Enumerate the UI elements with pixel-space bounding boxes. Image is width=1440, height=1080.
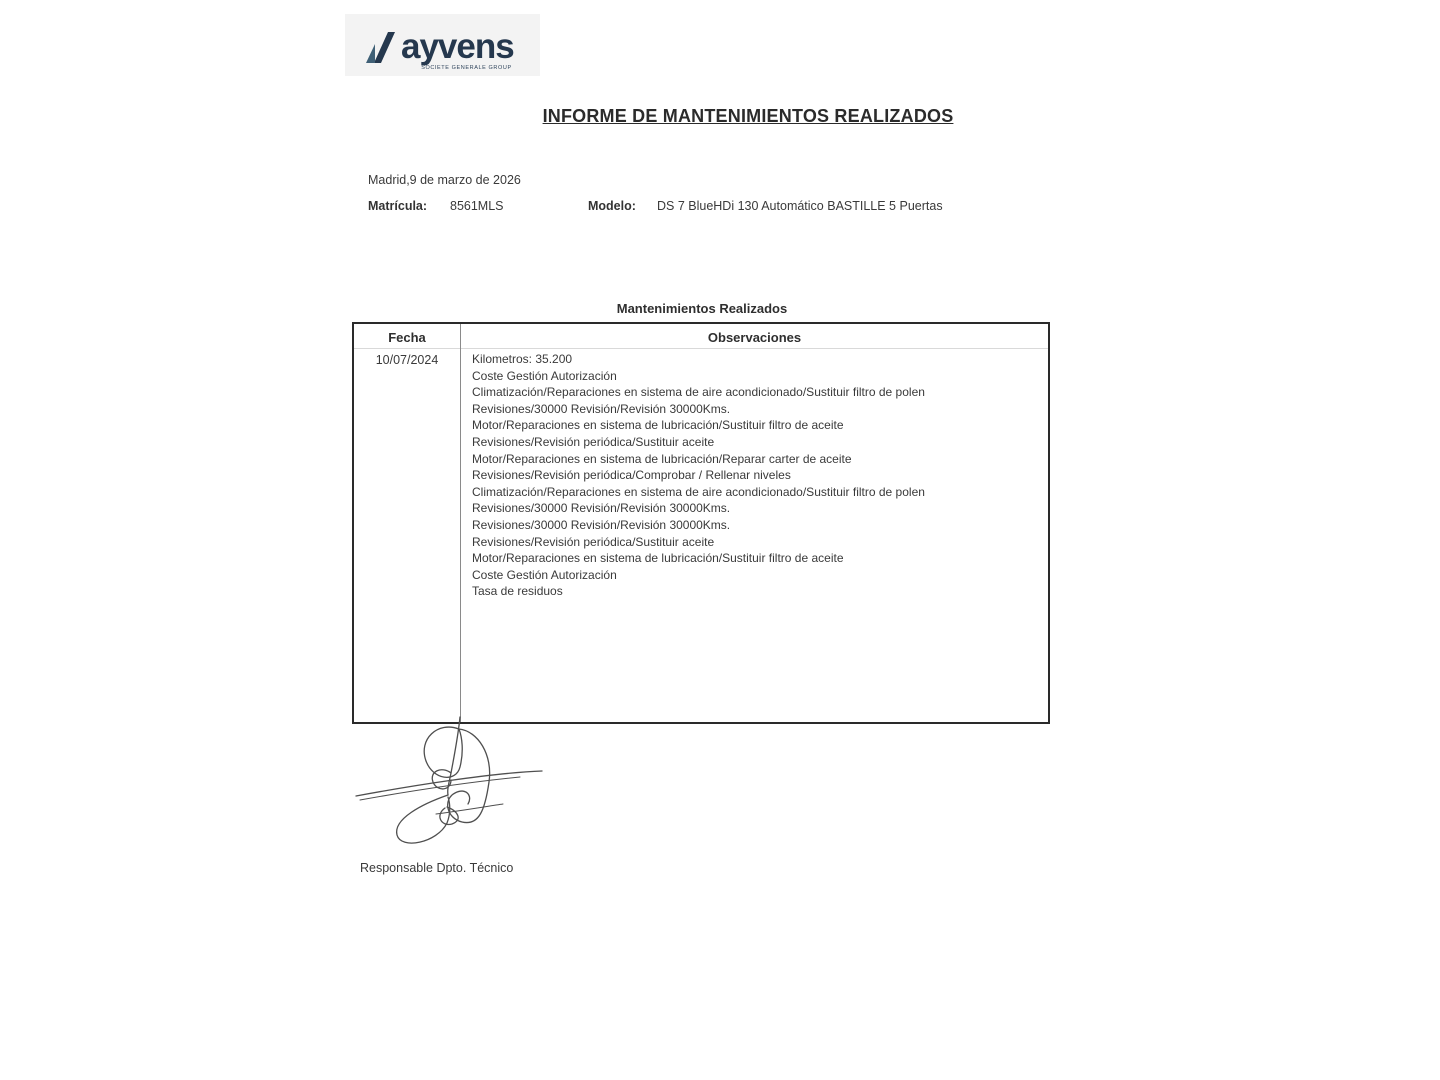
observation-line: Revisiones/Revisión periódica/Sustituir aceite xyxy=(472,534,715,549)
table-section-title: Mantenimientos Realizados xyxy=(616,301,788,316)
observation-line: Climatización/Reparaciones en sistema de aire acondicionado/Sustituir filtro de polen xyxy=(472,484,925,499)
observation-line: Revisiones/30000 Revisión/Revisión 30000Kms. xyxy=(472,401,731,416)
observation-line: Motor/Reparaciones en sistema de lubricación/Sustituir filtro de aceite xyxy=(472,551,844,566)
observation-line: Revisiones/30000 Revisión/Revisión 30000Kms. xyxy=(472,501,731,516)
signature-caption: Responsable Dpto. Técnico xyxy=(360,861,514,875)
observation-line: Coste Gestión Autorización xyxy=(472,368,617,383)
modelo-label: Modelo: xyxy=(588,199,636,213)
observation-line: Revisiones/Revisión periódica/Sustituir aceite xyxy=(472,434,715,449)
column-header-observaciones: Observaciones xyxy=(707,330,802,345)
matricula-label: Matrícula: xyxy=(368,199,428,213)
table-cell-fecha: 10/07/2024 xyxy=(375,353,439,367)
table-header-row xyxy=(354,324,1048,349)
logo-brand-text: ayvens xyxy=(401,26,514,66)
column-header-fecha: Fecha xyxy=(388,330,426,345)
observation-line: Climatización/Reparaciones en sistema de aire acondicionado/Sustituir filtro de polen xyxy=(472,385,925,400)
observation-line: Revisiones/30000 Revisión/Revisión 30000Kms. xyxy=(472,517,731,532)
city-date-line: Madrid,9 de marzo de 2026 xyxy=(368,173,521,187)
ayvens-logo-icon xyxy=(365,29,395,65)
observations-list xyxy=(472,351,1040,600)
modelo-value: DS 7 BlueHDi 130 Automático BASTILLE 5 Puertas xyxy=(657,199,943,213)
logo-tagline-text: SOCIETE GENERALE GROUP xyxy=(421,64,512,71)
observation-line: Motor/Reparaciones en sistema de lubricación/Reparar carter de aceite xyxy=(472,451,852,466)
observation-line: Coste Gestión Autorización xyxy=(472,567,617,582)
column-divider xyxy=(460,324,461,722)
matricula-value: 8561MLS xyxy=(450,199,504,213)
observation-line: Tasa de residuos xyxy=(472,584,563,599)
observation-line: Motor/Reparaciones en sistema de lubricación/Sustituir filtro de aceite xyxy=(472,418,844,433)
maintenance-table xyxy=(352,322,1050,724)
ayvens-logo xyxy=(345,14,540,76)
signature-scribble xyxy=(350,715,550,860)
page-title: INFORME DE MANTENIMIENTOS REALIZADOS xyxy=(542,106,954,126)
observation-line: Kilometros: 35.200 xyxy=(472,352,573,366)
observation-line: Revisiones/Revisión periódica/Comprobar / Rellenar niveles xyxy=(472,468,791,483)
